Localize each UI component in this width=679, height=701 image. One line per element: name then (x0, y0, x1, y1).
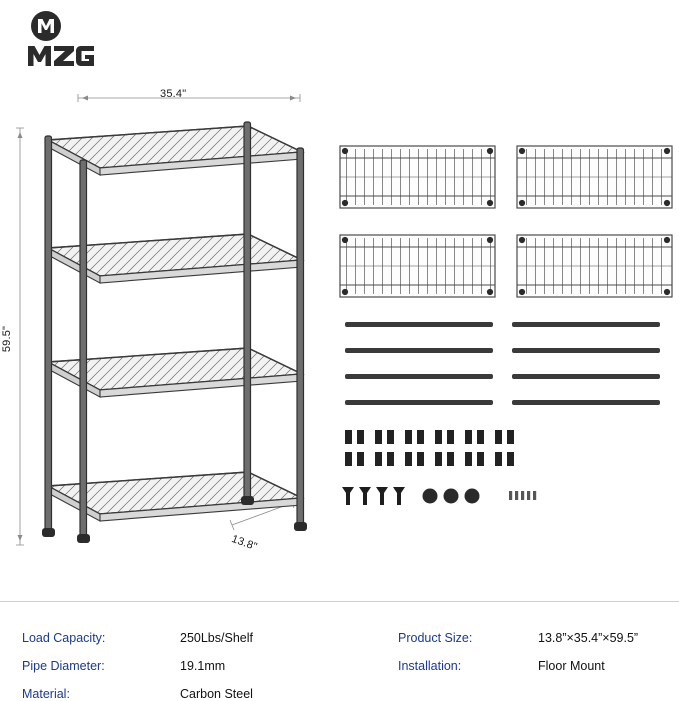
assembled-shelf-unit (42, 122, 307, 543)
spec-key-product-size: Product Size: (398, 631, 473, 645)
pole-parts-group (345, 322, 660, 405)
shelf-panel-4 (517, 235, 672, 297)
height-dimension-label: 59.5" (1, 325, 14, 353)
depth-dimension-label: 13.8" (229, 533, 259, 554)
small-part (509, 491, 536, 500)
spec-value-material: Carbon Steel (180, 687, 253, 701)
spec-value-load-capacity: 250Lbs/Shelf (180, 631, 253, 645)
spec-value-pipe-diameter: 19.1mm (180, 659, 226, 673)
section-divider (0, 601, 679, 602)
spec-key-installation: Installation: (398, 659, 462, 673)
hardware-parts-group (342, 487, 536, 505)
width-dimension-label: 35.4" (160, 88, 187, 100)
shelf-parts-group (340, 146, 672, 297)
leveling-foot-part (342, 487, 405, 505)
spec-value-installation: Floor Mount (538, 659, 605, 673)
spec-value-product-size: 13.8”×35.4”×59.5” (538, 631, 639, 645)
shelf-panel-2 (517, 146, 672, 208)
spec-table (0, 615, 679, 701)
spec-key-pipe-diameter: Pipe Diameter: (22, 659, 105, 673)
shelf-panel-1 (340, 146, 495, 208)
shelf-panel-3 (340, 235, 495, 297)
spec-key-material: Material: (22, 687, 70, 701)
spec-key-load-capacity: Load Capacity: (22, 631, 106, 645)
caster-part (423, 489, 480, 504)
clip-parts-group (345, 430, 514, 466)
